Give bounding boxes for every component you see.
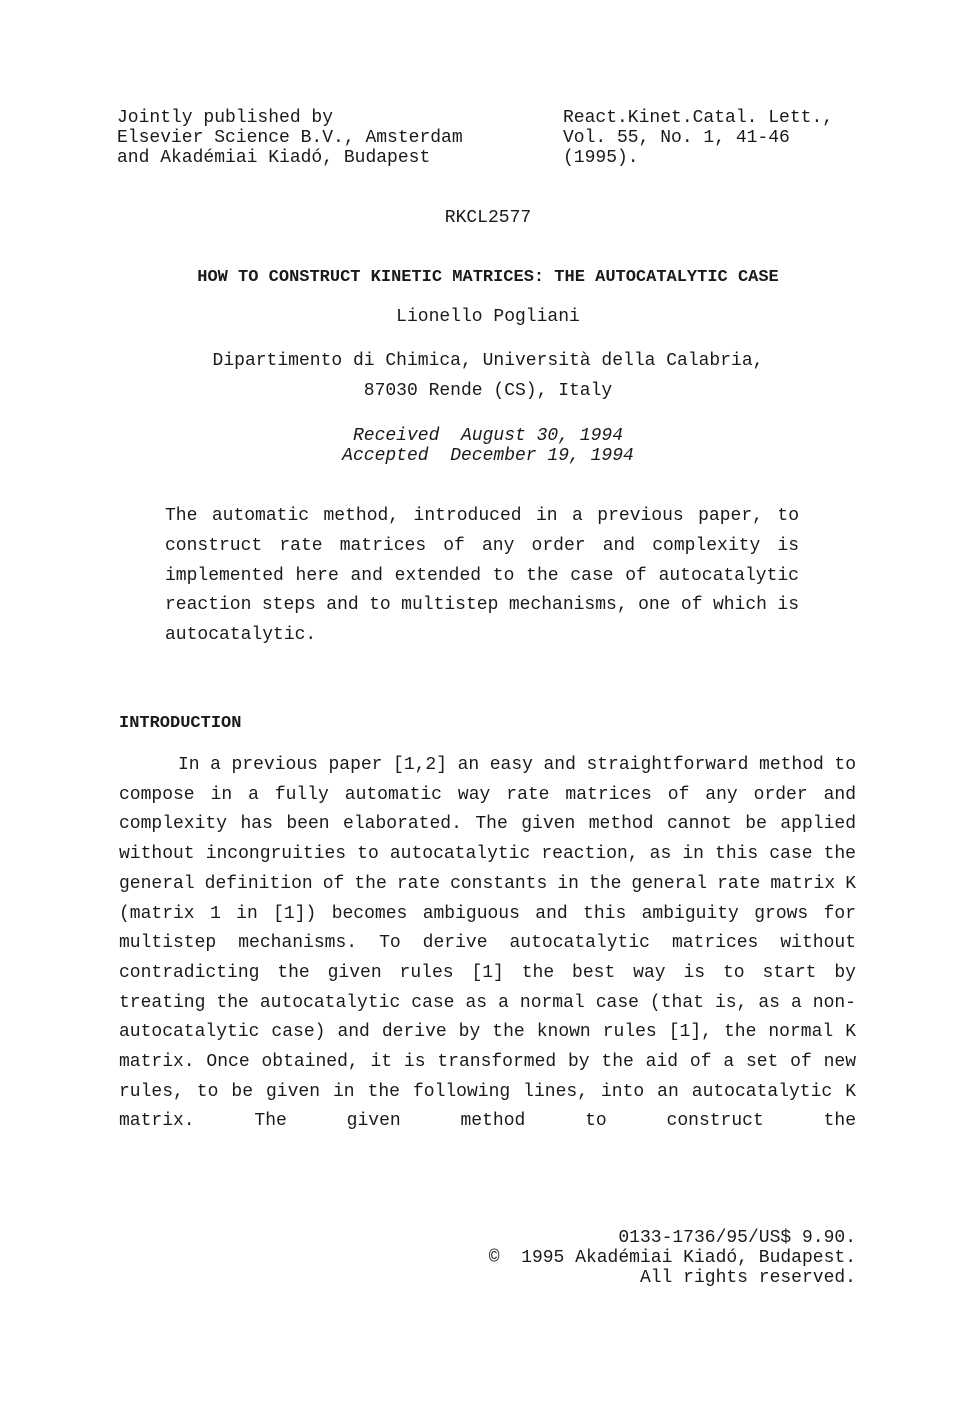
footer-line: 0133-1736/95/US$ 9.90.	[618, 1228, 856, 1248]
publisher-line: and Akadémiai Kiadó, Budapest	[117, 148, 431, 168]
paper-code: RKCL2577	[444, 208, 532, 228]
journal-citation	[563, 108, 833, 168]
paper-title: HOW TO CONSTRUCT KINETIC MATRICES: THE AUTOCATALYTIC CASE	[197, 268, 779, 287]
abstract: The automatic method, introduced in a previous paper, to construct rate matrices of any order and complexity is implemented here and extended to the case of autocatalytic reaction steps and to multistep mechanisms, one of which is autocatalytic.	[165, 506, 799, 646]
footer-line: All rights reserved.	[639, 1268, 856, 1288]
journal-line: Vol. 55, No. 1, 41-46	[563, 128, 790, 148]
affiliation	[0, 346, 976, 406]
submission-dates	[0, 426, 976, 466]
publisher-line: Elsevier Science B.V., Amsterdam	[117, 128, 463, 148]
introduction-paragraph: In a previous paper [1,2] an easy and straightforward method to compose in a fully automatic way rate matrices of any order and complexity has been elaborated. The given method cannot be applied without incongruities to autocatalytic reaction, as in this case the general definition of the rate constants in the general rate matrix K (matrix 1 in [1]) becomes ambiguous and this ambiguity grows for multistep mechanisms. To derive autocatalytic matrices without contradicting the given rules [1] the best way is to start by treating the autocatalytic case as a normal case (that is, as a non-autocatalytic case) and derive by the known rules [1], the normal K matrix. Once obtained, it is transformed by the aid of a set of new rules, to be given in the following lines, into an autocatalytic K matrix. The given method to construct the	[119, 755, 856, 1132]
accepted-date: Accepted December 19, 1994	[342, 446, 634, 466]
section-heading-introduction: INTRODUCTION	[119, 714, 242, 733]
journal-line: (1995).	[563, 148, 639, 168]
publisher-info	[117, 108, 463, 168]
publisher-line: Jointly published by	[117, 108, 334, 128]
affiliation-line: Dipartimento di Chimica, Università della Calabria,	[212, 351, 764, 371]
copyright-footer	[489, 1228, 856, 1288]
journal-line: React.Kinet.Catal. Lett.,	[563, 108, 834, 128]
author-name: Lionello Pogliani	[396, 307, 580, 327]
affiliation-line: 87030 Rende (CS), Italy	[363, 381, 613, 401]
footer-line: © 1995 Akadémiai Kiadó, Budapest.	[488, 1248, 856, 1268]
received-date: Received August 30, 1994	[352, 426, 624, 446]
